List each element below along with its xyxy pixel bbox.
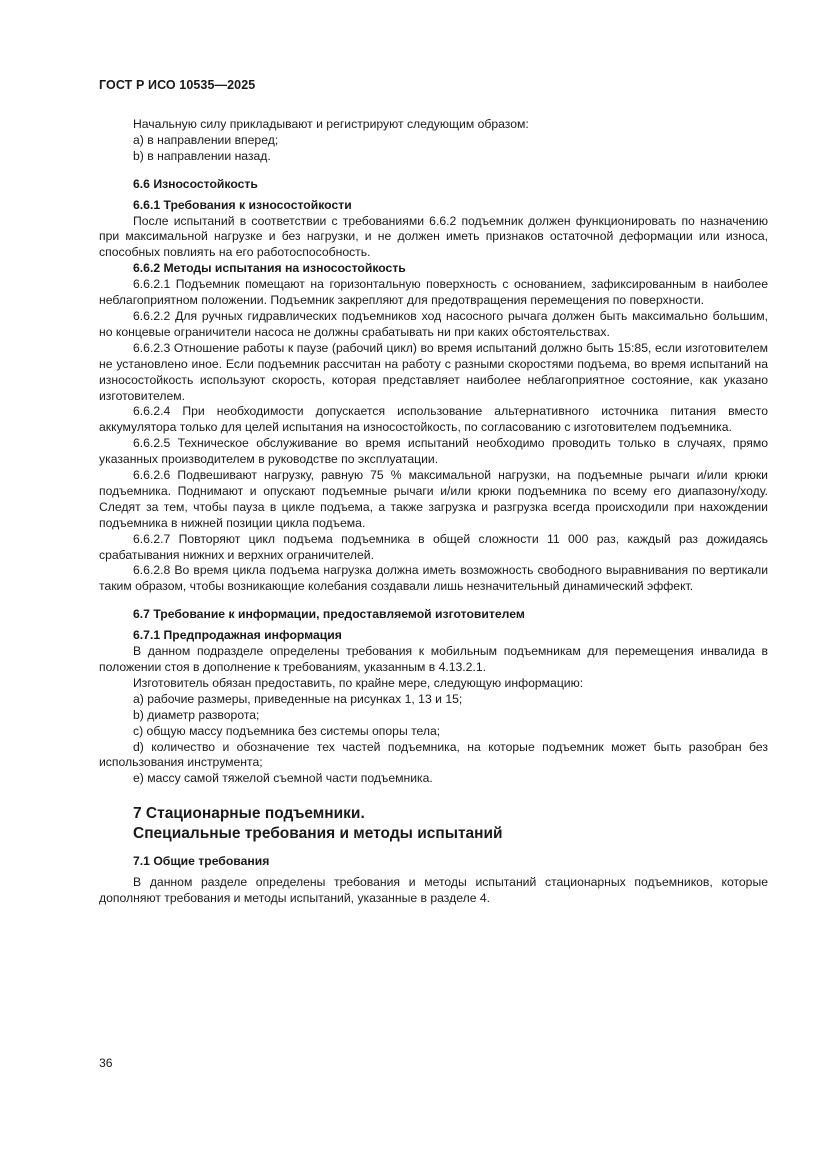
subsection-heading: 6.6.2 Методы испытания на износостойкость	[133, 261, 406, 276]
paragraph: 6.6.2.4 При необходимости допускается использование альтернативного источника питания вместо аккумулятора только для целей испытания на износостойкость, по согласованию с изготовителем подъемника.	[99, 404, 768, 435]
paragraph: После испытаний в соответствии с требованиями 6.6.2 подъемник должен функционировать по назначению при максимальной нагрузке и без нагрузки, и не должен иметь признаков остаточной деформации или износа, способных повлиять на его работоспособность.	[99, 213, 768, 260]
subsection-heading: 6.7.1 Предпродажная информация	[133, 628, 342, 643]
page-number: 36	[99, 1056, 113, 1070]
paragraph: 6.6.2.7 Повторяют цикл подъема подъемника в общей сложности 11 000 раз, каждый раз дожидаясь срабатывания нижних и верхних ограничителей.	[99, 531, 768, 562]
list-item: a) рабочие размеры, приведенные на рисунках 1, 13 и 15;	[133, 691, 463, 706]
subsection-heading: 6.6.1 Требования к износостойкости	[133, 197, 352, 212]
chapter-heading-line-2: Специальные требования и методы испытаний	[133, 825, 503, 843]
paragraph: В данном подразделе определены требования к мобильным подъемникам для перемещения инвалида в положении стоя в дополнение к требованиям, указанным в 4.13.2.1.	[99, 644, 768, 674]
paragraph: В данном разделе определены требования и методы испытаний стационарных подъемников, которые дополняют требования и методы испытаний, указанные в разделе 4.	[99, 875, 768, 906]
document-header: ГОСТ Р ИСО 10535—2025	[99, 78, 256, 92]
section-heading: 6.6 Износостойкость	[133, 176, 258, 191]
section-heading: 6.7 Требование к информации, предоставляемой изготовителем	[133, 607, 525, 622]
paragraph: 6.6.2.5 Техническое обслуживание во время испытаний необходимо проводить только в случаях, прямо указанных производителем в руководстве по эксплуатации.	[99, 436, 768, 467]
paragraph: 6.6.2.2 Для ручных гидравлических подъемников ход насосного рычага должен быть максимально большим, но концевые ограничители насоса не должны срабатывать ни при каких обстоятельствах.	[99, 308, 768, 339]
list-item: b) в направлении назад.	[133, 148, 271, 163]
section-heading: 7.1 Общие требования	[133, 854, 270, 869]
paragraph: 6.6.2.8 Во время цикла подъема нагрузка должна иметь возможность свободного выравнивания по вертикали таким образом, чтобы возникающие колебания создавали лишь незначительный динамический эффект.	[99, 563, 768, 594]
chapter-heading	[99, 804, 768, 844]
paragraph: 6.6.2.1 Подъемник помещают на горизонтальную поверхность с основанием, зафиксированным в наиболее неблагоприятном положении. Подъемник закрепляют для предотвращения перемещения по поверхности.	[99, 277, 768, 308]
document-body	[99, 117, 768, 907]
chapter-heading-line-1: 7 Стационарные подъемники.	[133, 805, 365, 823]
paragraph: Изготовитель обязан предоставить, по крайне мере, следующую информацию:	[133, 675, 584, 690]
list-item: d) количество и обозначение тех частей подъемника, на которые подъемник может быть разобран без использования инструмента;	[99, 739, 768, 770]
list-item: e) массу самой тяжелой съемной части подъемника.	[133, 771, 433, 786]
paragraph: 6.6.2.6 Подвешивают нагрузку, равную 75 % максимальной нагрузки, на подъемные рычаги и/или крюки подъемника. Поднимают и опускают подъемные рычаги и/или крюки подъемника по всему его диапазону/ходу. Следят за тем, чтобы пауза в цикле подъема, а также загрузка и разгрузка всегда происходили при нахождении подъемника в нижней позиции цикла подъема.	[99, 468, 768, 530]
paragraph: 6.6.2.3 Отношение работы к паузе (рабочий цикл) во время испытаний должно быть 15:85, если изготовителем не установлено иное. Если подъемник рассчитан на работу с разными скоростями подъема, во время испытаний на износостойкость используют скорость, которая представляет наиболее неблагоприятное состояние, как указано изготовителем.	[99, 340, 768, 403]
list-item: a) в направлении вперед;	[133, 132, 279, 147]
list-item: b) диаметр разворота;	[133, 707, 260, 722]
list-item: c) общую массу подъемника без системы опоры тела;	[133, 723, 441, 738]
paragraph: Начальную силу прикладывают и регистрируют следующим образом:	[133, 117, 529, 131]
